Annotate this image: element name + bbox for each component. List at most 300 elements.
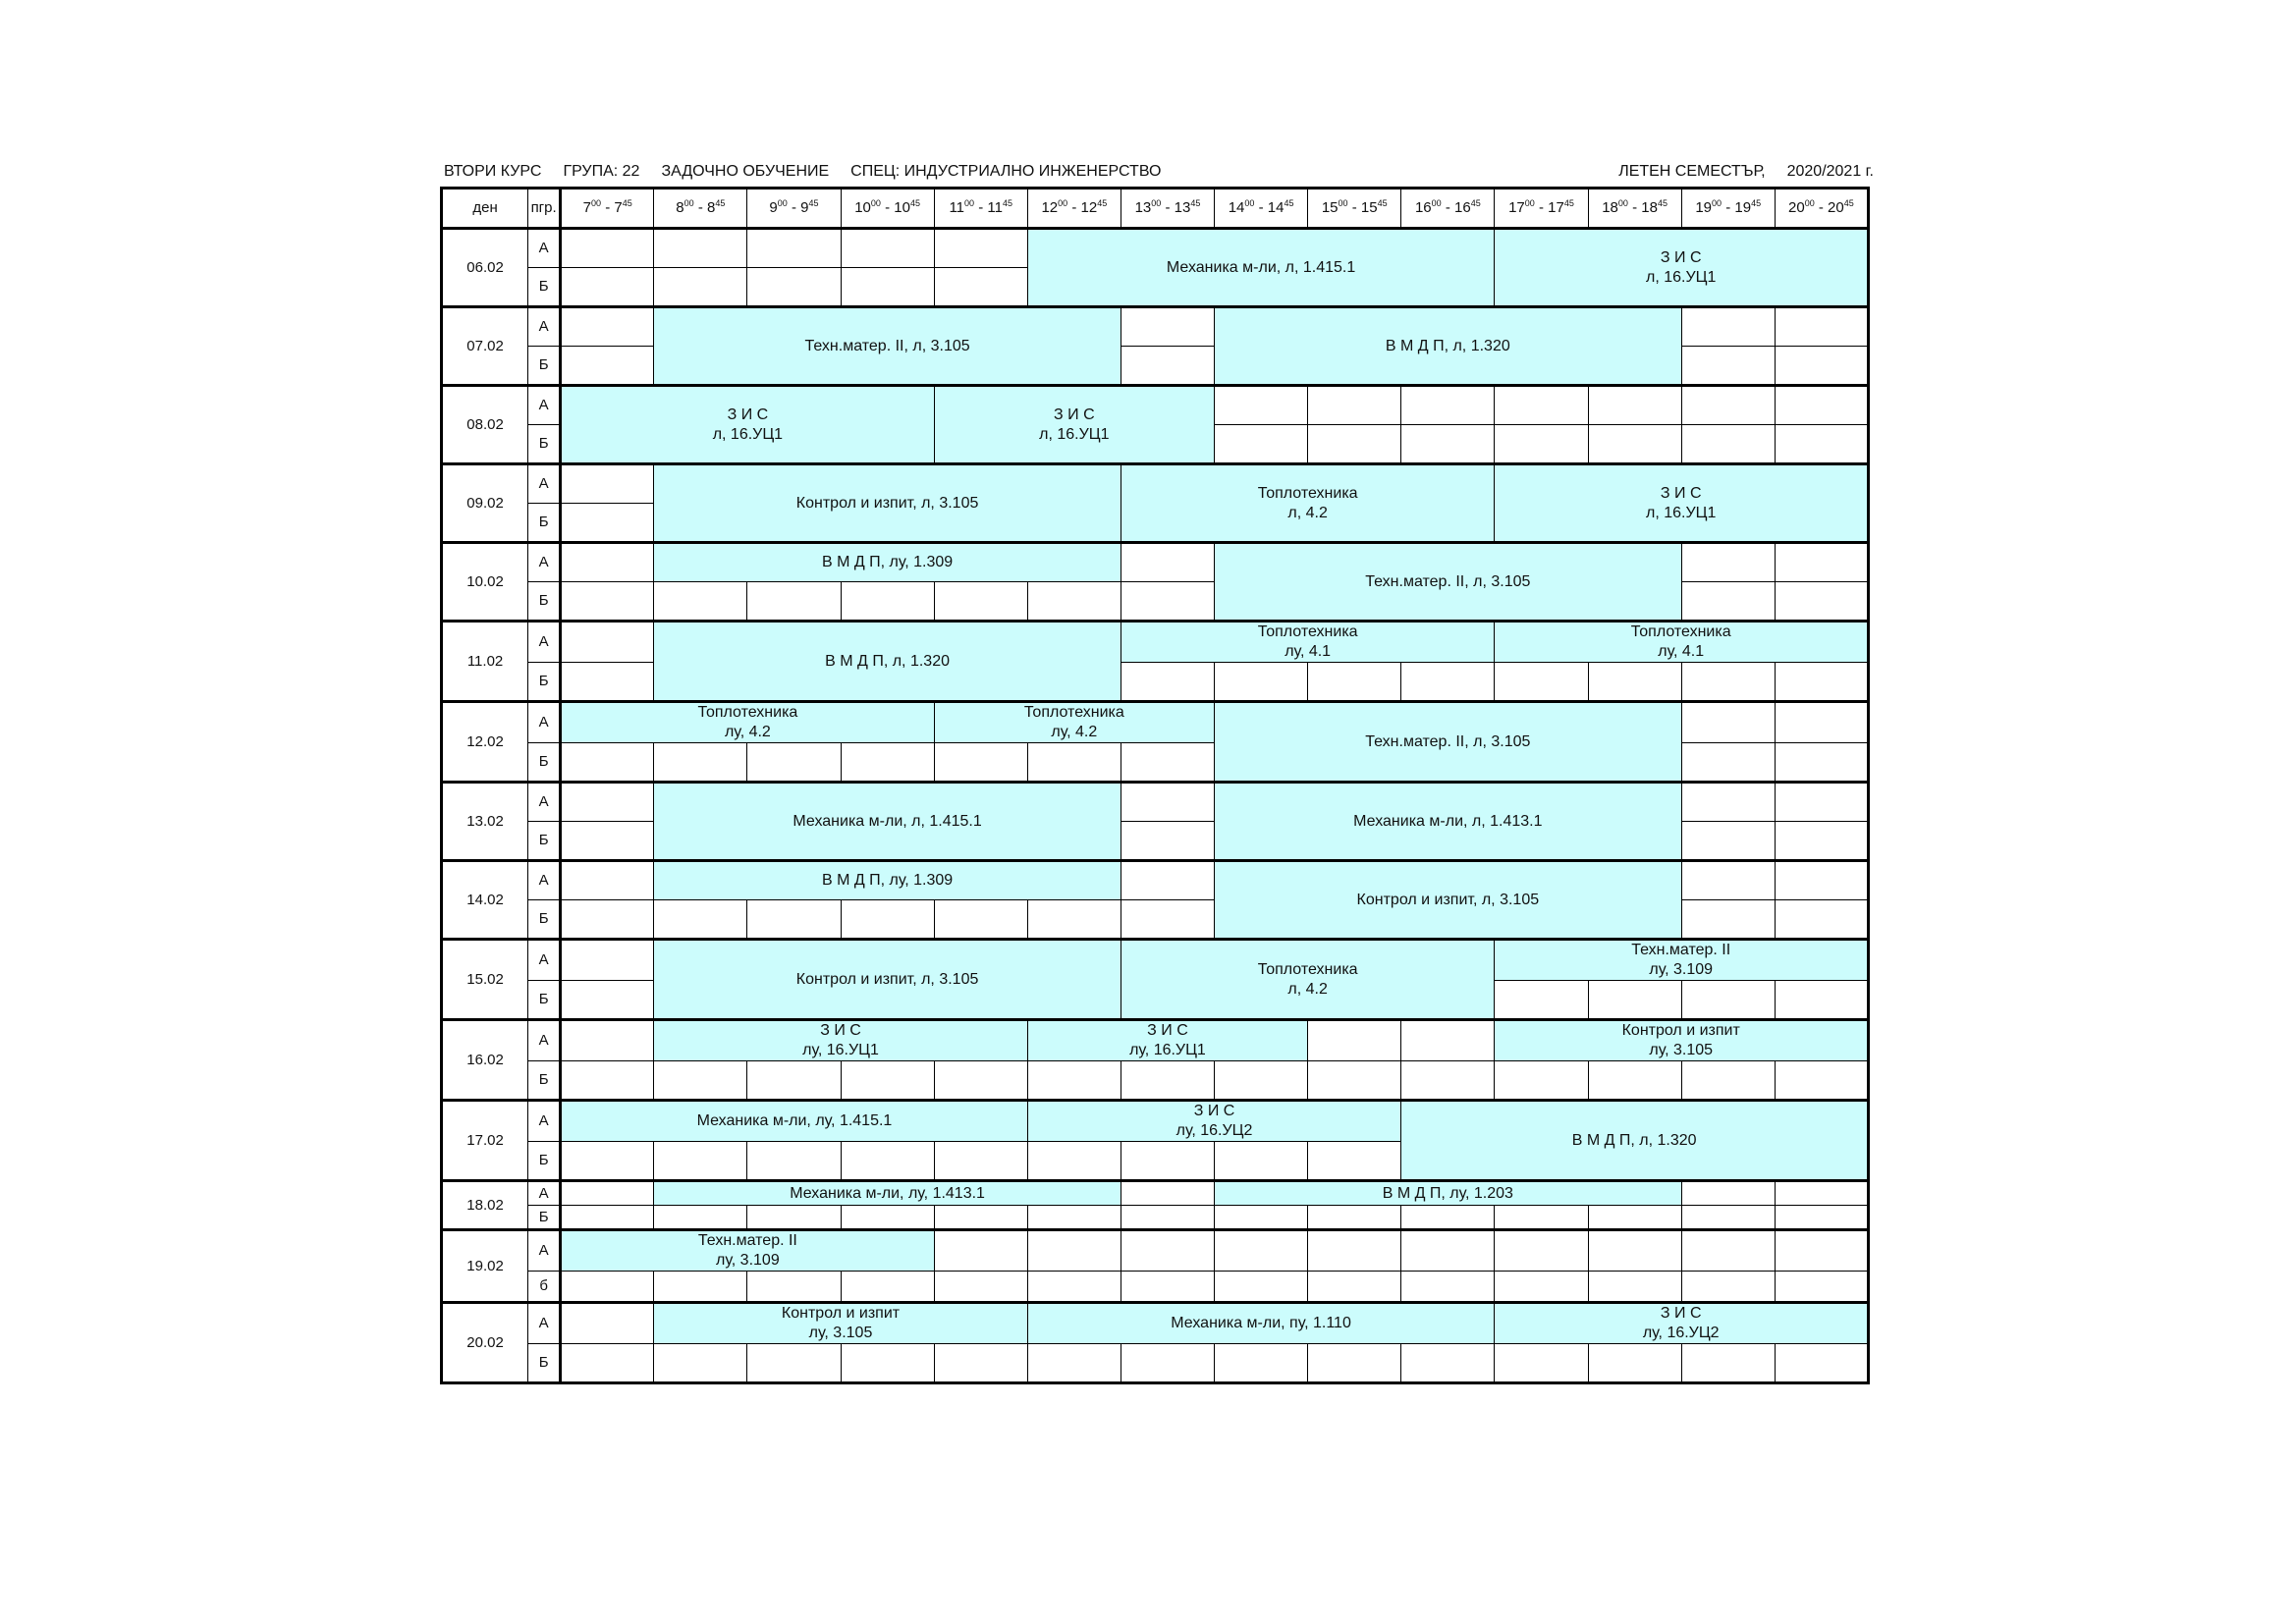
class-block[interactable] [654, 543, 1121, 582]
empty-slot [934, 743, 1027, 783]
empty-slot [561, 822, 654, 861]
day-date: 15.02 [442, 940, 528, 1020]
empty-slot [1401, 1020, 1495, 1061]
empty-slot [934, 1206, 1027, 1230]
table-row [442, 702, 1869, 743]
study-form-label: ЗАДОЧНО ОБУЧЕНИЕ [661, 163, 830, 180]
empty-slot [654, 1206, 747, 1230]
empty-slot [934, 229, 1027, 268]
subgroup-label: А [528, 1230, 561, 1272]
class-block[interactable] [1215, 543, 1682, 622]
empty-slot [1775, 307, 1868, 347]
empty-slot [1588, 1206, 1681, 1230]
empty-slot [1775, 743, 1868, 783]
empty-slot [1495, 386, 1588, 425]
day-group [442, 1020, 1869, 1101]
empty-slot [841, 900, 934, 940]
slot-hour: 10 [894, 199, 910, 216]
day-date: 20.02 [442, 1303, 528, 1383]
schedule-header [444, 163, 1874, 185]
slot-minutes: 45 [1284, 198, 1294, 208]
empty-slot [1027, 1272, 1121, 1303]
class-block[interactable] [1495, 464, 1869, 543]
time-slot-header: $19^{00} - 19^{45}$ [1681, 189, 1775, 229]
empty-slot [1495, 1061, 1588, 1101]
slot-minutes: 45 [715, 198, 726, 208]
subgroup-label: А [528, 702, 561, 743]
day-date: 16.02 [442, 1020, 528, 1101]
slot-minutes: 45 [1377, 198, 1388, 208]
empty-slot [1775, 1272, 1868, 1303]
class-subject: Контрол и изпит [1621, 1022, 1740, 1039]
slot-minutes: 00 [1524, 198, 1535, 208]
class-subject: В М Д П, лу, 1.309 [821, 872, 954, 889]
empty-slot [934, 582, 1027, 622]
class-subject: З И С [727, 406, 769, 423]
empty-slot [654, 743, 747, 783]
time-slot-header: $15^{00} - 15^{45}$ [1308, 189, 1401, 229]
empty-slot [1401, 386, 1495, 425]
empty-slot [1121, 861, 1214, 900]
empty-slot [561, 1272, 654, 1303]
empty-slot [1495, 1272, 1588, 1303]
empty-slot [1027, 1206, 1121, 1230]
time-slot-header: $10^{00} - 10^{45}$ [841, 189, 934, 229]
class-subject: В М Д П, л, 1.320 [1571, 1131, 1697, 1149]
empty-slot [1027, 1230, 1121, 1272]
empty-slot [654, 1061, 747, 1101]
table-row [442, 386, 1869, 425]
empty-slot [1775, 1061, 1868, 1101]
day-date: 10.02 [442, 543, 528, 622]
empty-slot [561, 307, 654, 347]
class-block[interactable] [1495, 940, 1869, 981]
empty-slot [1681, 386, 1775, 425]
course-label: ВТОРИ КУРС [444, 163, 542, 180]
class-room: л, 16.УЦ1 [1039, 425, 1110, 443]
time-slot-header: $9^{00} - 9^{45}$ [747, 189, 841, 229]
table-row [442, 543, 1869, 582]
time-slot-header: $7^{00} - 7^{45}$ [561, 189, 654, 229]
empty-slot [1121, 1230, 1214, 1272]
class-block[interactable] [1495, 1020, 1869, 1061]
empty-slot [1681, 861, 1775, 900]
empty-slot [561, 504, 654, 543]
empty-slot [1027, 743, 1121, 783]
empty-slot [561, 582, 654, 622]
time-slot-header: $17^{00} - 17^{45}$ [1495, 189, 1588, 229]
class-block[interactable] [1495, 622, 1869, 663]
class-room: лу, 4.2 [1051, 724, 1098, 740]
slot-minutes: 45 [1563, 198, 1574, 208]
slot-minutes: 45 [1843, 198, 1854, 208]
subgroup-label: Б [528, 1206, 561, 1230]
day-date: 14.02 [442, 861, 528, 940]
class-block[interactable] [1495, 229, 1869, 307]
slot-minutes: 45 [1751, 198, 1762, 208]
slot-minutes: 00 [1058, 198, 1068, 208]
class-subject: Контрол и изпит, л, 3.105 [795, 494, 979, 512]
empty-slot [1121, 822, 1214, 861]
empty-slot [1121, 1272, 1214, 1303]
empty-slot [1681, 582, 1775, 622]
empty-slot [1681, 1344, 1775, 1383]
empty-slot [1121, 582, 1214, 622]
subgroup-label: Б [528, 743, 561, 783]
slot-minutes: 45 [1470, 198, 1481, 208]
empty-slot [561, 1020, 654, 1061]
slot-minutes: 45 [1190, 198, 1201, 208]
class-block[interactable] [934, 702, 1214, 743]
table-row [442, 1020, 1869, 1061]
empty-slot [1308, 1344, 1401, 1383]
slot-minutes: 00 [964, 198, 975, 208]
class-block[interactable] [1121, 622, 1495, 663]
class-room: л, 16.УЦ1 [712, 425, 784, 443]
slot-hour: 18 [1641, 199, 1658, 216]
class-block[interactable] [1215, 307, 1682, 386]
class-block[interactable] [654, 307, 1121, 386]
class-subject: Топлотехника [1257, 484, 1358, 502]
empty-slot [841, 1061, 934, 1101]
empty-slot [1121, 307, 1214, 347]
class-block[interactable] [1495, 1303, 1869, 1344]
class-room: лу, 4.1 [1658, 643, 1705, 660]
class-block[interactable] [654, 1020, 1028, 1061]
empty-slot [1401, 1230, 1495, 1272]
class-block[interactable] [1121, 464, 1495, 543]
empty-slot [1681, 1181, 1775, 1206]
class-block[interactable] [1027, 229, 1495, 307]
slot-hour: 17 [1548, 199, 1564, 216]
slot-hour: 13 [1134, 199, 1152, 216]
slot-hour: 11 [987, 199, 1003, 216]
class-subject: З И С [1147, 1022, 1188, 1039]
table-row [442, 1344, 1869, 1383]
class-subject: Механика м-ли, лу, 1.413.1 [790, 1184, 985, 1202]
empty-slot [1308, 425, 1401, 464]
empty-slot [1308, 1272, 1401, 1303]
day-group [442, 543, 1869, 622]
class-block[interactable] [1027, 1303, 1495, 1344]
empty-slot [1308, 663, 1401, 702]
day-group [442, 940, 1869, 1020]
class-subject: Топлотехника [1257, 960, 1358, 978]
group-label: ГРУПА: 22 [563, 163, 640, 180]
empty-slot [841, 1206, 934, 1230]
empty-slot [1027, 900, 1121, 940]
subgroup-label: А [528, 1101, 561, 1142]
slot-minutes: 45 [1097, 198, 1108, 208]
empty-slot [747, 900, 841, 940]
subgroup-label: Б [528, 504, 561, 543]
empty-slot [1588, 1230, 1681, 1272]
slot-hour: 14 [1228, 199, 1245, 216]
empty-slot [654, 582, 747, 622]
class-subject: Контрол и изпит, л, 3.105 [1356, 891, 1540, 908]
day-date: 11.02 [442, 622, 528, 702]
empty-slot [1401, 663, 1495, 702]
empty-slot [561, 543, 654, 582]
class-room: лу, 4.2 [724, 724, 771, 740]
class-block[interactable] [561, 1230, 935, 1272]
empty-slot [561, 464, 654, 504]
empty-slot [1215, 1206, 1308, 1230]
empty-slot [1215, 1142, 1308, 1181]
time-slot-header: $12^{00} - 12^{45}$ [1027, 189, 1121, 229]
subgroup-label: Б [528, 582, 561, 622]
empty-slot [841, 268, 934, 307]
slot-hour: 18 [1602, 199, 1618, 216]
empty-slot [1121, 783, 1214, 822]
empty-slot [1121, 663, 1214, 702]
empty-slot [934, 1230, 1027, 1272]
empty-slot [1588, 1061, 1681, 1101]
class-block[interactable] [654, 1181, 1121, 1206]
empty-slot [841, 582, 934, 622]
class-block[interactable] [1215, 783, 1682, 861]
table-row [442, 1101, 1869, 1142]
empty-slot [1775, 1181, 1868, 1206]
empty-slot [561, 783, 654, 822]
class-block[interactable] [1027, 1020, 1307, 1061]
subgroup-label: А [528, 783, 561, 822]
empty-slot [561, 981, 654, 1020]
empty-slot [1121, 1142, 1214, 1181]
class-block[interactable] [561, 702, 935, 743]
table-row [442, 940, 1869, 981]
subgroup-label: А [528, 543, 561, 582]
class-subject: Топлотехника [697, 704, 798, 721]
empty-slot [561, 1303, 654, 1344]
empty-slot [561, 229, 654, 268]
class-block[interactable] [1215, 861, 1682, 940]
slot-hour: 15 [1321, 199, 1339, 216]
subgroup-label: Б [528, 900, 561, 940]
empty-slot [1681, 1061, 1775, 1101]
slot-hour: 19 [1695, 199, 1713, 216]
class-subject: Техн.матер. II [697, 1232, 797, 1249]
slot-hour: 16 [1454, 199, 1471, 216]
empty-slot [1121, 1344, 1214, 1383]
empty-slot [747, 268, 841, 307]
empty-slot [1308, 1230, 1401, 1272]
subgroup-label: Б [528, 822, 561, 861]
empty-slot [1775, 1344, 1868, 1383]
class-block[interactable] [1027, 1101, 1401, 1142]
empty-slot [654, 229, 747, 268]
empty-slot [934, 900, 1027, 940]
empty-slot [1308, 1020, 1401, 1061]
empty-slot [1681, 702, 1775, 743]
empty-slot [1681, 822, 1775, 861]
empty-slot [1588, 1272, 1681, 1303]
class-room: л, 16.УЦ1 [1646, 504, 1717, 521]
empty-slot [1588, 663, 1681, 702]
empty-slot [561, 1142, 654, 1181]
empty-slot [841, 1272, 934, 1303]
empty-slot [1121, 1206, 1214, 1230]
empty-slot [1121, 900, 1214, 940]
table-row [442, 307, 1869, 347]
empty-slot [561, 1181, 654, 1206]
slot-minutes: 00 [1712, 198, 1722, 208]
slot-hour: 15 [1360, 199, 1378, 216]
specialty-label: СПЕЦ: ИНДУСТРИАЛНО ИНЖЕНЕРСТВО [850, 163, 1162, 180]
subgroup-label: А [528, 861, 561, 900]
empty-slot [1308, 1061, 1401, 1101]
class-subject: Техн.матер. II, л, 3.105 [1365, 572, 1531, 590]
day-group [442, 386, 1869, 464]
class-block[interactable] [1215, 1181, 1682, 1206]
slot-minutes: 45 [808, 198, 819, 208]
class-block[interactable] [934, 386, 1214, 464]
class-room: л, 4.2 [1287, 980, 1328, 998]
empty-slot [747, 1142, 841, 1181]
time-slot-header: $20^{00} - 20^{45}$ [1775, 189, 1868, 229]
day-group [442, 464, 1869, 543]
slot-minutes: 00 [1151, 198, 1162, 208]
class-room: лу, 16.УЦ2 [1642, 1325, 1720, 1341]
empty-slot [1775, 981, 1868, 1020]
time-slot-header: $8^{00} - 8^{45}$ [654, 189, 747, 229]
empty-slot [1121, 1061, 1214, 1101]
class-block[interactable] [654, 940, 1121, 1020]
empty-slot [747, 1272, 841, 1303]
day-group [442, 1230, 1869, 1303]
empty-slot [934, 1272, 1027, 1303]
class-room: л, 4.2 [1287, 504, 1328, 521]
class-block[interactable] [1215, 702, 1682, 783]
empty-slot [1775, 822, 1868, 861]
class-subject: Механика м-ли, л, 1.413.1 [1353, 812, 1543, 830]
empty-slot [747, 229, 841, 268]
class-block[interactable] [561, 386, 935, 464]
empty-slot [1401, 1061, 1495, 1101]
slot-minutes: 00 [591, 198, 602, 208]
empty-slot [654, 268, 747, 307]
class-block[interactable] [1401, 1101, 1869, 1181]
empty-slot [1215, 386, 1308, 425]
slot-minutes: 00 [1804, 198, 1815, 208]
empty-slot [1588, 1344, 1681, 1383]
class-room: лу, 3.109 [716, 1252, 780, 1269]
slot-minutes: 00 [1431, 198, 1442, 208]
slot-hour: 20 [1828, 199, 1844, 216]
class-block[interactable] [654, 1303, 1028, 1344]
empty-slot [1027, 1061, 1121, 1101]
empty-slot [1681, 981, 1775, 1020]
empty-slot [1215, 663, 1308, 702]
day-group [442, 702, 1869, 783]
class-subject: Механика м-ли, л, 1.415.1 [1166, 258, 1356, 276]
subgroup-column-header: пгр. [528, 189, 561, 229]
empty-slot [934, 1142, 1027, 1181]
empty-slot [1681, 307, 1775, 347]
empty-slot [1775, 386, 1868, 425]
time-slot-header: $18^{00} - 18^{45}$ [1588, 189, 1681, 229]
day-group [442, 783, 1869, 861]
empty-slot [1681, 425, 1775, 464]
slot-minutes: 00 [777, 198, 788, 208]
slot-hour: 9 [800, 199, 809, 216]
slot-minutes: 45 [1002, 198, 1012, 208]
empty-slot [561, 1061, 654, 1101]
class-subject: З И С [1193, 1103, 1235, 1119]
empty-slot [747, 1061, 841, 1101]
class-subject: Механика м-ли, л, 1.415.1 [793, 812, 982, 830]
day-date: 13.02 [442, 783, 528, 861]
empty-slot [1215, 1061, 1308, 1101]
empty-slot [561, 268, 654, 307]
day-date: 09.02 [442, 464, 528, 543]
day-group [442, 622, 1869, 702]
empty-slot [1775, 582, 1868, 622]
class-room: л, 16.УЦ1 [1646, 268, 1717, 286]
slot-minutes: 45 [622, 198, 632, 208]
class-subject: Контрол и изпит, л, 3.105 [795, 970, 979, 988]
class-block[interactable] [654, 622, 1121, 702]
class-subject: Техн.матер. II, л, 3.105 [804, 337, 970, 354]
empty-slot [1681, 663, 1775, 702]
slot-hour: 12 [1041, 199, 1059, 216]
table-row [442, 229, 1869, 268]
slot-minutes: 00 [870, 198, 881, 208]
day-date: 17.02 [442, 1101, 528, 1181]
slot-hour: 17 [1508, 199, 1525, 216]
empty-slot [747, 1206, 841, 1230]
slot-hour: 12 [1080, 199, 1098, 216]
slot-hour: 11 [949, 199, 965, 216]
class-block[interactable] [1121, 940, 1495, 1020]
empty-slot [1681, 1272, 1775, 1303]
subgroup-label: А [528, 1020, 561, 1061]
class-block[interactable] [561, 1101, 1028, 1142]
subgroup-label: А [528, 622, 561, 663]
empty-slot [1495, 663, 1588, 702]
class-block[interactable] [654, 861, 1121, 900]
empty-slot [1775, 347, 1868, 386]
empty-slot [654, 1272, 747, 1303]
empty-slot [1588, 386, 1681, 425]
class-subject: З И С [1054, 406, 1095, 423]
day-group [442, 1181, 1869, 1230]
slot-hour: 16 [1414, 199, 1432, 216]
subgroup-label: Б [528, 268, 561, 307]
slot-minutes: 45 [1657, 198, 1667, 208]
class-block[interactable] [654, 464, 1121, 543]
class-block[interactable] [654, 783, 1121, 861]
subgroup-label: Б [528, 1344, 561, 1383]
empty-slot [841, 1142, 934, 1181]
class-subject: Механика м-ли, лу, 1.415.1 [696, 1112, 893, 1129]
class-subject: В М Д П, лу, 1.203 [1382, 1184, 1513, 1202]
empty-slot [1775, 900, 1868, 940]
empty-slot [1121, 1181, 1214, 1206]
class-subject: В М Д П, лу, 1.309 [821, 554, 954, 570]
day-date: 07.02 [442, 307, 528, 386]
empty-slot [1027, 582, 1121, 622]
time-slot-header: $13^{00} - 13^{45}$ [1121, 189, 1214, 229]
empty-slot [1588, 425, 1681, 464]
empty-slot [1308, 1142, 1401, 1181]
class-room: лу, 4.1 [1285, 643, 1332, 660]
day-date: 12.02 [442, 702, 528, 783]
empty-slot [561, 347, 654, 386]
empty-slot [1775, 425, 1868, 464]
table-row [442, 464, 1869, 504]
empty-slot [1121, 347, 1214, 386]
